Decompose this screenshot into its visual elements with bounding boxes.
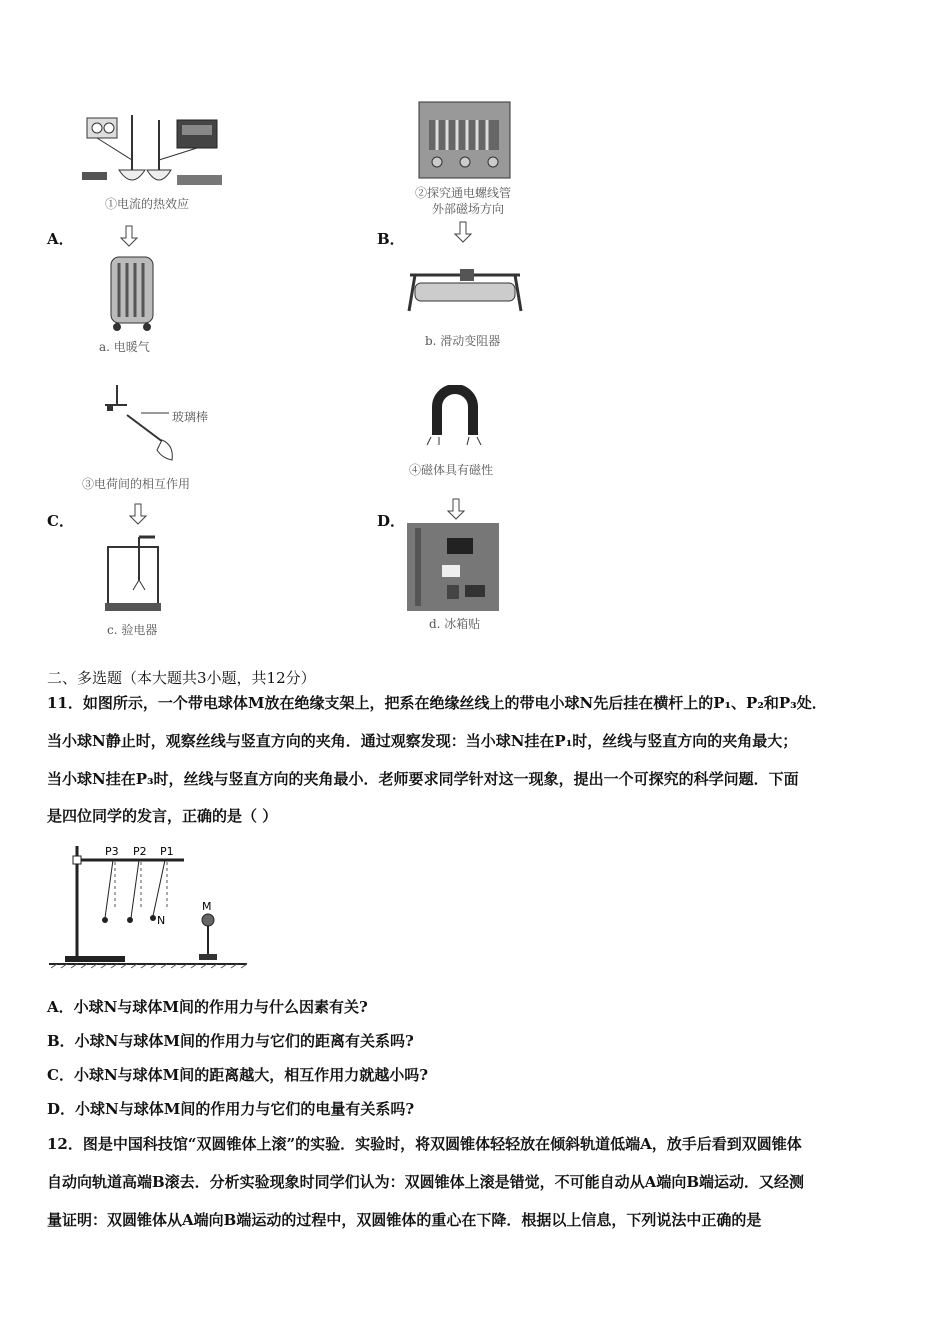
n-label: N — [157, 914, 166, 927]
option-c-letter: C． — [47, 512, 74, 530]
u-magnet-image — [425, 385, 485, 447]
option-d-top-caption: ④磁体具有磁性 — [409, 463, 494, 477]
option-d-letter: D． — [377, 512, 406, 530]
electric-heater-image — [107, 255, 157, 333]
option-d-bottom-caption: d. 冰箱贴 — [429, 617, 481, 631]
p2-label: P2 — [133, 845, 147, 858]
q11-line-4: 是四位同学的发言，正确的是（ ） — [47, 807, 278, 825]
glass-rod-label: 玻璃棒 — [172, 410, 209, 424]
electroscope-image — [103, 535, 163, 615]
m-label: M — [202, 900, 212, 913]
q11-option-b[interactable]: B．小球N与球体M间的作用力与它们的距离有关系吗? — [47, 1032, 414, 1050]
option-b-letter: B． — [377, 230, 405, 248]
option-b-top-caption-2: 外部磁场方向 — [432, 202, 505, 216]
option-b-top-caption-1: ②探究通电螺线管 — [415, 186, 512, 200]
q11-option-a[interactable]: A．小球N与球体M间的作用力与什么因素有关? — [47, 998, 368, 1016]
section-title: 二、多选题（本大题共3小题，共12分） — [47, 669, 316, 687]
down-arrow-icon — [120, 225, 138, 247]
heat-effect-apparatus-image — [77, 110, 227, 195]
option-a-top-caption: ①电流的热效应 — [105, 197, 190, 211]
q11-option-d[interactable]: D．小球N与球体M间的作用力与它们的电量有关系吗? — [47, 1100, 415, 1118]
sliding-rheostat-image — [405, 265, 525, 315]
q11-pendulum-figure — [47, 838, 252, 976]
down-arrow-icon — [454, 221, 472, 243]
option-c[interactable] — [47, 385, 347, 645]
down-arrow-icon — [447, 498, 465, 520]
option-d[interactable] — [377, 385, 677, 645]
down-arrow-icon — [129, 503, 147, 525]
option-b[interactable] — [377, 100, 677, 360]
glass-rod-experiment-image — [97, 385, 187, 465]
q11-line-1: 11．如图所示，一个带电球体M放在绝缘支架上，把系在绝缘丝线上的带电小球N先后挂在横杆上的P₁、P₂和P₃处． — [47, 694, 827, 712]
option-b-bottom-caption: b. 滑动变阻器 — [425, 334, 501, 348]
option-c-top-caption: ③电荷间的相互作用 — [82, 477, 191, 491]
q12-line-3: 量证明：双圆锥体从A端向B端运动的过程中，双圆锥体的重心在下降．根据以上信息，下列说法中正确的是 — [47, 1211, 762, 1229]
option-a[interactable] — [47, 105, 347, 365]
q11-option-c[interactable]: C．小球N与球体M间的距离越大，相互作用力就越小吗? — [47, 1066, 429, 1084]
q12-line-2: 自动向轨道高端B滚去．分析实验现象时同学们认为：双圆锥体上滚是错觉，不可能自动从A端向B端运动．又经测 — [47, 1173, 804, 1191]
option-a-letter: A． — [47, 230, 74, 248]
fridge-magnet-image — [407, 523, 499, 611]
solenoid-apparatus-image — [417, 100, 512, 180]
option-a-bottom-caption: a. 电暖气 — [99, 340, 150, 354]
q11-line-3: 当小球N挂在P₃时，丝线与竖直方向的夹角最小．老师要求同学针对这一现象，提出一个可探究的科学问题．下面 — [47, 770, 799, 788]
option-c-bottom-caption: c. 验电器 — [107, 623, 158, 637]
q11-line-2: 当小球N静止时，观察丝线与竖直方向的夹角．通过观察发现：当小球N挂在P₁时，丝线与竖直方向的夹角最大； — [47, 732, 798, 750]
p1-label: P1 — [160, 845, 174, 858]
p3-label: P3 — [105, 845, 119, 858]
q12-line-1: 12．图是中国科技馆“双圆锥体上滚”的实验．实验时，将双圆锥体轻轻放在倾斜轨道低端A，放手后看到双圆锥体 — [47, 1135, 802, 1153]
